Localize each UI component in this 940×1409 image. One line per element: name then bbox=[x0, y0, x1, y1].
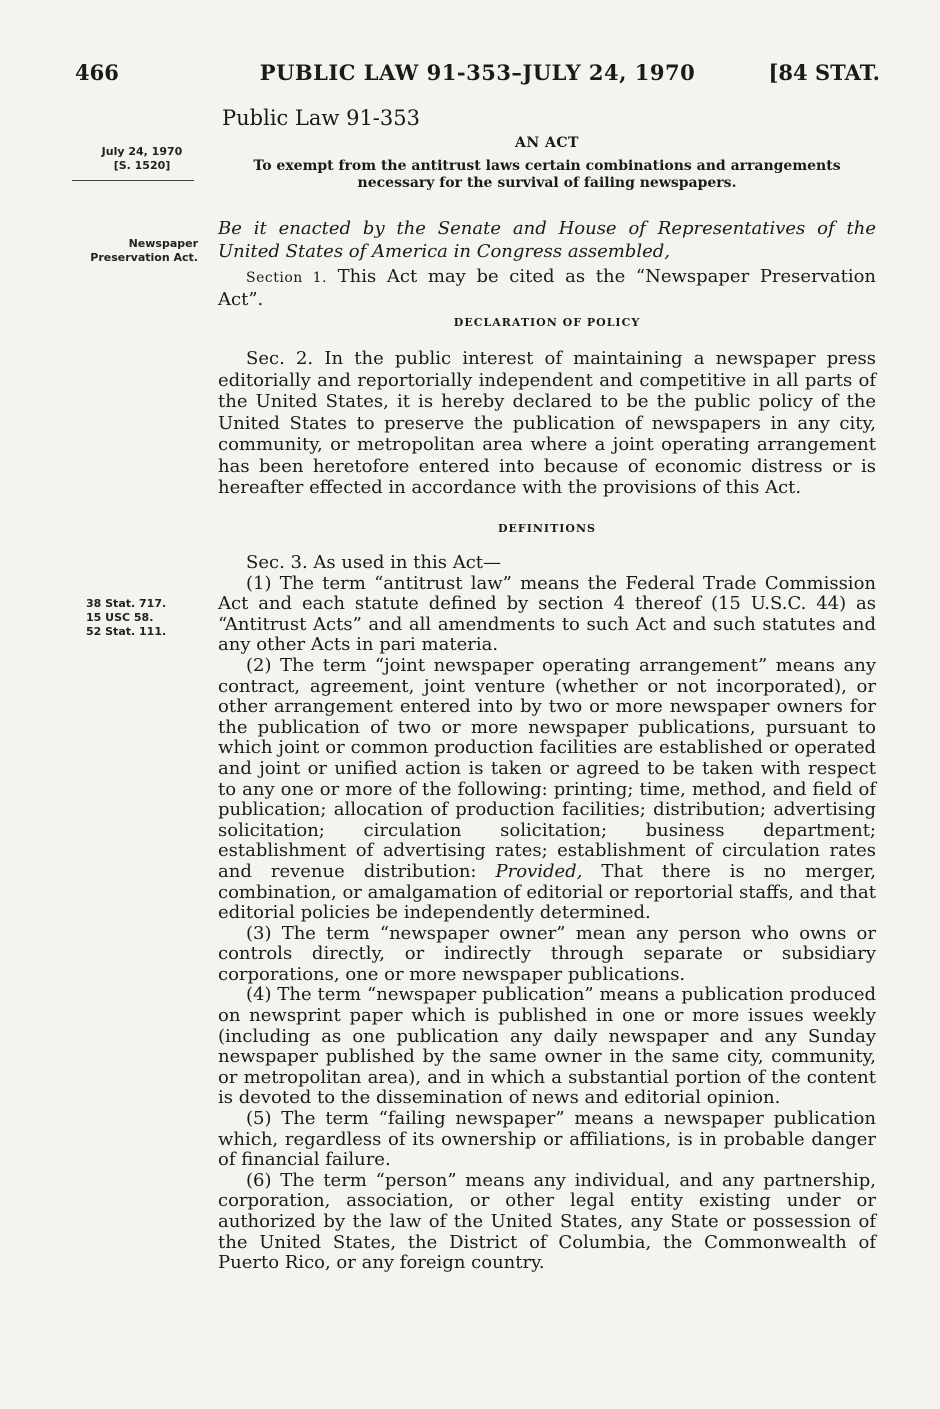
page-number: 466 bbox=[75, 60, 119, 85]
margin-short-title bbox=[60, 237, 198, 265]
definition-2-text: (2) The term “joint newspaper operating arrangement” means any contract, agreement, joint venture (whether or not incorporated), or other arrangement entered into by two or more newspaper owners for the publication of two or more newspaper publications, pursuant to which joint or common production facilities are established or operated and joint or unified action is taken or agreed to be taken with respect to any one or more of the following: printing; time, method, and field of publication; allocation of production facilities; distribution; advertising solicitation; circulation solicitation; business department; establishment of advertising rates; establishment of circulation rates and revenue distribution: bbox=[218, 654, 876, 882]
section-2-text: Sec. 2. In the public interest of maintaining a newspaper press editorially and reportorially independent and competitive in all parts of the United States, it is hereby declared to be the public policy of the United States to preserve the publication of newspapers in any city, community, or metropolitan area where a joint operating arrangement has been heretofore entered into because of economic distress or is hereafter effected in accordance with the provisions of this Act. bbox=[218, 348, 876, 498]
definition-3: (3) The term “newspaper owner” mean any person who owns or controls directly, or indirectly through separate or subsidiary corporations, one or more newspaper publications. bbox=[218, 922, 876, 985]
stat-reference: [84 STAT. bbox=[768, 60, 880, 85]
margin-citation: 52 Stat. 111. bbox=[86, 625, 167, 638]
margin-date-note bbox=[88, 145, 196, 173]
margin-citation: 38 Stat. 717. bbox=[86, 597, 167, 610]
definition-2 bbox=[218, 656, 876, 924]
running-title: PUBLIC LAW 91-353–JULY 24, 1970 bbox=[259, 60, 696, 85]
heading-declaration-of-policy: DECLARATION OF POLICY bbox=[453, 316, 641, 329]
heading-definitions: DEFINITIONS bbox=[498, 522, 596, 535]
margin-citation: 15 USC 58. bbox=[86, 611, 154, 624]
margin-short-title-line: Newspaper bbox=[128, 237, 198, 250]
an-act-heading: AN ACT bbox=[515, 135, 579, 151]
definition-6: (6) The term “person” means any individual, and any partnership, corporation, association, or other legal entity existing under or authorized by the law of the United States, any State or possession of the United States, the District of Columbia, the Commonwealth of Puerto Rico, or any foreign country. bbox=[218, 1169, 876, 1274]
margin-citations bbox=[86, 597, 196, 639]
definition-2-proviso: Provided, bbox=[495, 860, 583, 882]
definition-5: (5) The term “failing newspaper” means a newspaper publication which, regardless of its ownership or affiliations, is in probable danger of financial failure. bbox=[218, 1108, 876, 1171]
section-2 bbox=[218, 348, 876, 499]
section-1-label: Section 1. bbox=[246, 270, 327, 286]
enacting-clause: Be it enacted by the Senate and House of Representatives of the United States of America in Congress assembled, bbox=[218, 218, 876, 262]
section-3-intro: Sec. 3. As used in this Act— bbox=[246, 552, 502, 573]
margin-bill-number: [S. 1520] bbox=[113, 159, 171, 172]
section-1 bbox=[218, 266, 876, 310]
law-number: Public Law 91-353 bbox=[222, 106, 420, 130]
margin-divider bbox=[72, 180, 194, 181]
running-header bbox=[75, 60, 880, 90]
section-3 bbox=[218, 553, 876, 1274]
margin-date: July 24, 1970 bbox=[101, 145, 183, 158]
definition-2-proviso-text: That there is no merger, combination, or amalgamation of editorial or reportorial staffs, and that editorial policies be independently determined. bbox=[218, 860, 876, 924]
margin-short-title-line: Preservation Act. bbox=[90, 251, 198, 264]
definition-4: (4) The term “newspaper publication” means a publication produced on newsprint paper which is published in one or more issues weekly (including as one publication any daily newspaper and any Sunday newspaper published by the same owner in the same city, community, or metropolitan area), and in which a substantial portion of the content is devoted to the dissemination of news and editorial opinion. bbox=[218, 984, 876, 1109]
section-1-text: This Act may be cited as the “Newspaper Preservation Act”. bbox=[218, 266, 877, 310]
act-purpose: To exempt from the antitrust laws certain combinations and arrangements necessary for the survival of failing newspapers. bbox=[253, 158, 841, 191]
definition-1: (1) The term “antitrust law” means the Federal Trade Commission Act and each statute defined by section 4 thereof (15 U.S.C. 44) as “Antitrust Acts” and all amendments to such Act and such statutes and any other Acts in pari materia. bbox=[218, 572, 876, 656]
